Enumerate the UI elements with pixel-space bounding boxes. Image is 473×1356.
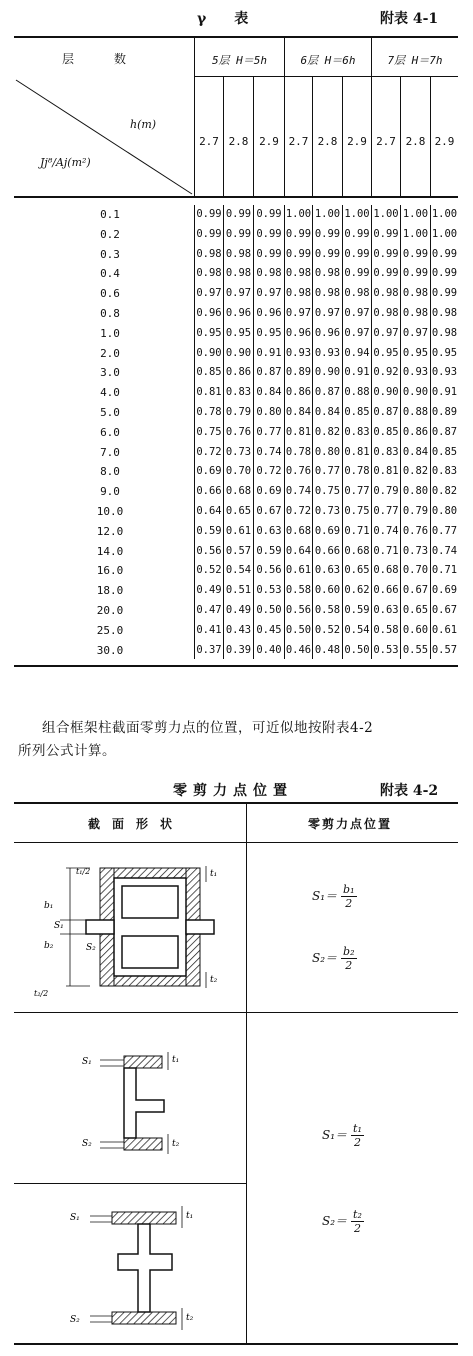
table-cell: 0.96 xyxy=(196,307,222,319)
table-cell: 0.99 xyxy=(196,227,222,240)
table-cell: 0.88 xyxy=(402,406,429,418)
table-cell: 0.50 xyxy=(256,604,282,616)
table-cell: 0.53 xyxy=(373,643,399,656)
h-value-cell: 2.8 xyxy=(228,135,249,148)
table-cell: 0.78 xyxy=(196,406,222,418)
row-key: 0.1 xyxy=(100,208,120,221)
table-cell: 0.99 xyxy=(285,247,312,260)
table2-bottom-rule xyxy=(14,1343,458,1345)
table-cell: 0.96 xyxy=(314,326,341,339)
table-cell: 0.96 xyxy=(285,326,312,339)
table-cell: 0.98 xyxy=(285,287,312,300)
table-cell: 0.64 xyxy=(196,505,222,517)
table-cell: 0.77 xyxy=(431,524,458,537)
row-key: 16.0 xyxy=(96,564,124,578)
h-value-cell: 2.8 xyxy=(405,135,426,148)
table-cell: 0.99 xyxy=(373,267,399,280)
table-cell: 0.55 xyxy=(402,643,429,656)
table-cell: 0.74 xyxy=(373,524,399,537)
table-cell: 0.93 xyxy=(431,366,458,379)
table-cell: 0.85 xyxy=(196,366,222,379)
h-value-cell: 2.9 xyxy=(347,135,367,148)
table-cell: 0.80 xyxy=(402,485,429,498)
table1-bottom-rule xyxy=(14,665,458,667)
table1-top-rule xyxy=(14,36,458,38)
svg-text:S₂: S₂ xyxy=(86,943,96,953)
header-diagonal-line xyxy=(14,78,194,196)
row-key: 0.4 xyxy=(100,267,120,281)
table-cell: 0.75 xyxy=(314,485,341,498)
row-key: 20.0 xyxy=(96,604,124,617)
svg-text:S₁: S₁ xyxy=(70,1213,80,1223)
row-key: 6.0 xyxy=(100,425,120,439)
table-cell: 0.84 xyxy=(256,386,282,399)
table-cell: 0.66 xyxy=(373,584,399,597)
table-cell: 0.95 xyxy=(373,346,399,359)
h-value-cell: 2.9 xyxy=(259,135,279,148)
table-cell: 0.97 xyxy=(196,287,222,300)
svg-text:t₂/2: t₂/2 xyxy=(34,989,49,998)
box-section-sketch xyxy=(30,858,230,1008)
table-cell: 0.98 xyxy=(285,267,312,280)
table-cell: 0.48 xyxy=(314,643,341,656)
table-cell: 0.66 xyxy=(196,485,222,498)
table-cell: 0.76 xyxy=(225,425,252,438)
table-cell: 0.80 xyxy=(431,505,458,517)
table-cell: 0.87 xyxy=(373,406,399,418)
table-cell: 0.61 xyxy=(431,623,458,636)
table-cell: 0.98 xyxy=(196,267,222,280)
table-cell: 0.87 xyxy=(256,366,282,379)
table-cell: 0.88 xyxy=(344,386,370,399)
table-cell: 0.99 xyxy=(402,267,429,280)
table-cell: 0.83 xyxy=(373,445,399,458)
table-cell: 1.00 xyxy=(285,208,312,220)
table-cell: 0.86 xyxy=(225,366,252,379)
table-cell: 0.56 xyxy=(256,564,282,577)
table-cell: 0.59 xyxy=(196,524,222,537)
table-cell: 0.97 xyxy=(344,326,370,339)
row-key: 2.0 xyxy=(100,346,120,360)
table-cell: 0.82 xyxy=(402,465,429,478)
table-cell: 0.69 xyxy=(431,584,458,597)
table-cell: 0.62 xyxy=(344,584,370,597)
formula-s2-b2: S₂＝ $\frac{\text{b₂}}{2}$ xyxy=(312,945,355,972)
table-cell: 0.75 xyxy=(344,505,370,517)
table-cell: 0.98 xyxy=(402,287,429,300)
table-cell: 0.98 xyxy=(344,287,370,300)
table-cell: 0.63 xyxy=(256,524,282,537)
h-value-cell: 2.7 xyxy=(288,135,309,148)
svg-text:t₁/2: t₁/2 xyxy=(76,867,91,876)
table-cell: 0.90 xyxy=(225,346,252,359)
table-cell: 0.60 xyxy=(402,623,429,636)
table-cell: 0.95 xyxy=(196,326,222,339)
table-cell: 0.95 xyxy=(402,346,429,359)
table-cell: 0.58 xyxy=(314,604,341,616)
row-key: 4.0 xyxy=(100,386,120,400)
table2-subrow-rule xyxy=(14,1183,246,1184)
table-cell: 1.00 xyxy=(402,227,429,240)
h-value-cell: 2.8 xyxy=(317,135,338,148)
table-cell: 0.98 xyxy=(314,287,341,300)
table-cell: 0.70 xyxy=(225,465,252,478)
table-cell: 0.67 xyxy=(256,505,282,517)
table-cell: 0.69 xyxy=(196,465,222,478)
table-cell: 0.74 xyxy=(256,445,282,458)
svg-text:S₂: S₂ xyxy=(82,1139,92,1149)
table-cell: 0.78 xyxy=(344,465,370,478)
table-cell: 0.43 xyxy=(225,623,252,636)
table-cell: 0.98 xyxy=(373,287,399,300)
table-cell: 1.00 xyxy=(431,227,458,240)
table-cell: 0.56 xyxy=(196,544,222,557)
table-cell: 0.97 xyxy=(225,287,252,300)
table-cell: 0.84 xyxy=(402,445,429,458)
table-cell: 0.76 xyxy=(285,465,312,478)
table1-header-divider xyxy=(194,76,458,77)
table-cell: 0.75 xyxy=(196,425,222,438)
table-cell: 0.91 xyxy=(256,346,282,359)
table-cell: 0.96 xyxy=(256,307,282,319)
row-key: 1.0 xyxy=(100,326,120,340)
table-cell: 0.45 xyxy=(256,623,282,636)
table-cell: 0.95 xyxy=(431,346,458,359)
table-cell: 0.68 xyxy=(344,544,370,557)
table-cell: 0.87 xyxy=(314,386,341,399)
table-cell: 0.59 xyxy=(344,604,370,616)
table-cell: 1.00 xyxy=(431,208,458,220)
table-cell: 0.85 xyxy=(431,445,458,458)
table-cell: 0.99 xyxy=(256,227,282,240)
table-cell: 0.63 xyxy=(373,604,399,616)
table-cell: 0.99 xyxy=(344,227,370,240)
table-cell: 0.86 xyxy=(402,425,429,438)
table-cell: 0.63 xyxy=(314,564,341,577)
table-cell: 0.64 xyxy=(285,544,312,557)
table-cell: 0.99 xyxy=(373,247,399,260)
svg-text:t₁: t₁ xyxy=(210,869,218,879)
group-header-6: 6层 H＝6h xyxy=(300,54,356,67)
table-cell: 0.82 xyxy=(314,425,341,438)
table-cell: 0.98 xyxy=(225,267,252,280)
table-cell: 0.57 xyxy=(431,643,458,656)
table-cell: 0.93 xyxy=(314,346,341,359)
table-cell: 0.86 xyxy=(285,386,312,399)
h-m-label: h(m) xyxy=(130,118,157,131)
row-key: 18.0 xyxy=(96,584,124,598)
svg-text:S₁: S₁ xyxy=(82,1057,92,1067)
table-cell: 0.90 xyxy=(314,366,341,379)
row-key: 7.0 xyxy=(100,445,120,459)
table-cell: 0.99 xyxy=(431,267,458,280)
table-cell: 0.90 xyxy=(196,346,222,359)
table-cell: 0.98 xyxy=(256,267,282,280)
table-cell: 1.00 xyxy=(373,208,399,220)
table2-row-rule xyxy=(14,1012,458,1013)
table-cell: 0.39 xyxy=(225,643,252,656)
table-cell: 0.97 xyxy=(256,287,282,300)
table-cell: 0.82 xyxy=(431,485,458,498)
table-cell: 0.79 xyxy=(373,485,399,498)
table-cell: 0.90 xyxy=(402,386,429,399)
table-cell: 0.99 xyxy=(344,267,370,280)
table-cell: 0.54 xyxy=(344,623,370,636)
table-cell: 0.98 xyxy=(373,307,399,319)
table2-ref: 附表 4-2 xyxy=(380,783,439,799)
svg-text:S₁: S₁ xyxy=(54,921,64,931)
svg-text:b₂: b₂ xyxy=(44,941,54,951)
table-cell: 0.65 xyxy=(402,604,429,616)
table-cell: 0.84 xyxy=(285,406,312,418)
table-cell: 0.40 xyxy=(256,643,282,656)
table-cell: 0.74 xyxy=(285,485,312,498)
table-cell: 0.60 xyxy=(314,584,341,597)
table-cell: 0.99 xyxy=(314,247,341,260)
table-cell: 0.79 xyxy=(402,505,429,517)
table-cell: 0.37 xyxy=(196,643,222,656)
table-cell: 0.53 xyxy=(256,584,282,597)
formula-s2-t2: S₂＝ $\frac{\text{t₂}}{2}$ xyxy=(322,1208,362,1235)
table-cell: 0.79 xyxy=(225,406,252,418)
row-key: 0.8 xyxy=(100,307,120,320)
table-cell: 0.98 xyxy=(431,326,458,339)
table-cell: 0.58 xyxy=(373,623,399,636)
table1-title: γ 表 xyxy=(197,11,249,27)
table-cell: 0.97 xyxy=(285,307,312,319)
table-cell: 0.61 xyxy=(285,564,312,577)
table-cell: 0.77 xyxy=(344,485,370,498)
table-cell: 0.61 xyxy=(225,524,252,537)
svg-text:b₁: b₁ xyxy=(44,901,54,911)
paragraph-line-2: 所列公式计算。 xyxy=(18,743,116,759)
table-cell: 1.00 xyxy=(314,208,341,220)
table-cell: 0.65 xyxy=(225,505,252,517)
table-cell: 0.71 xyxy=(431,564,458,577)
table-cell: 0.76 xyxy=(402,524,429,537)
table-cell: 0.77 xyxy=(314,465,341,478)
table-cell: 0.67 xyxy=(431,604,458,616)
table-cell: 0.99 xyxy=(256,208,282,220)
table-cell: 0.49 xyxy=(196,584,222,597)
table-cell: 0.83 xyxy=(344,425,370,438)
table-cell: 0.80 xyxy=(314,445,341,458)
table-cell: 0.50 xyxy=(285,623,312,636)
table-cell: 0.98 xyxy=(314,267,341,280)
table-cell: 0.68 xyxy=(225,485,252,498)
table-cell: 0.80 xyxy=(256,406,282,418)
row-key: 30.0 xyxy=(96,643,124,657)
h-value-cell: 2.7 xyxy=(199,135,219,148)
table-cell: 1.00 xyxy=(344,208,370,220)
table-cell: 0.81 xyxy=(196,386,222,399)
table-cell: 0.77 xyxy=(256,425,282,438)
table-cell: 0.99 xyxy=(225,208,252,220)
table-cell: 0.83 xyxy=(225,386,252,399)
table-cell: 0.89 xyxy=(431,406,458,418)
table-cell: 0.99 xyxy=(344,247,370,260)
row-key: 8.0 xyxy=(100,465,120,479)
group-header-7: 7层 H＝7h xyxy=(387,54,443,67)
table-cell: 0.94 xyxy=(344,346,370,359)
table-cell: 0.51 xyxy=(225,584,252,597)
table-cell: 0.73 xyxy=(402,544,429,557)
i-section-sketch xyxy=(60,1192,210,1340)
svg-text:t₁: t₁ xyxy=(172,1055,180,1065)
paragraph-line-1: 组合框架柱截面零剪力点的位置，可近似地按附表4-2 xyxy=(42,720,374,736)
table-cell: 0.83 xyxy=(431,465,458,478)
table-cell: 0.93 xyxy=(285,346,312,359)
table-cell: 0.91 xyxy=(431,386,458,399)
table-cell: 0.92 xyxy=(373,366,399,379)
table-cell: 0.93 xyxy=(402,366,429,379)
table-cell: 0.54 xyxy=(225,564,252,577)
table1-header-bottom-rule xyxy=(14,196,458,198)
table-cell: 0.85 xyxy=(373,425,399,438)
h-value-cell: 2.7 xyxy=(376,135,396,148)
group-header-5: 5层 H＝5h xyxy=(211,54,268,67)
table-cell: 0.99 xyxy=(225,227,252,240)
table-cell: 0.84 xyxy=(314,406,341,418)
table-cell: 0.71 xyxy=(373,544,399,557)
table-cell: 0.72 xyxy=(285,505,312,517)
table-cell: 0.72 xyxy=(196,445,222,458)
row-key: 0.3 xyxy=(100,247,120,261)
table1-ref: 附表 4-1 xyxy=(380,11,439,27)
table-cell: 0.67 xyxy=(402,584,429,597)
table-cell: 0.99 xyxy=(431,247,458,260)
position-column-header: 零剪力点位置 xyxy=(308,817,393,831)
table-cell: 0.41 xyxy=(196,623,222,636)
table2-header-rule xyxy=(14,842,458,843)
table-cell: 0.97 xyxy=(314,307,341,319)
table-cell: 0.73 xyxy=(314,505,341,517)
table-cell: 0.81 xyxy=(285,425,312,438)
table-cell: 0.70 xyxy=(402,564,429,577)
table-cell: 0.56 xyxy=(285,604,312,616)
table-cell: 0.95 xyxy=(225,326,252,339)
table-cell: 0.69 xyxy=(256,485,282,498)
table-cell: 0.59 xyxy=(256,544,282,557)
svg-text:t₁: t₁ xyxy=(186,1211,194,1221)
table-cell: 0.99 xyxy=(256,247,282,260)
ratio-label: Jj⁸/Aj(m²) xyxy=(40,156,91,169)
row-key: 14.0 xyxy=(96,544,124,558)
table-cell: 0.97 xyxy=(402,326,429,339)
table-cell: 0.99 xyxy=(402,247,429,260)
svg-text:t₂: t₂ xyxy=(172,1139,180,1149)
table-cell: 0.77 xyxy=(373,505,399,517)
table-cell: 0.81 xyxy=(344,445,370,458)
svg-text:S₂: S₂ xyxy=(70,1315,80,1325)
formula-s1-b1: S₁＝ $\frac{\text{b₁}}{2}$ xyxy=(312,883,355,910)
table-cell: 0.52 xyxy=(196,564,222,577)
table-cell: 0.98 xyxy=(225,247,252,260)
table2-column-divider xyxy=(246,803,247,1344)
table2-top-rule xyxy=(14,802,458,804)
formula-s1-t1: S₁＝ $\frac{\text{t₁}}{2}$ xyxy=(322,1122,362,1149)
h-value-cell: 2.9 xyxy=(434,135,455,148)
table-cell: 0.99 xyxy=(373,227,399,240)
table-cell: 0.81 xyxy=(373,465,399,478)
table-cell: 0.50 xyxy=(344,643,370,656)
row-key: 3.0 xyxy=(100,366,120,380)
table-cell: 0.98 xyxy=(431,307,458,319)
table-cell: 0.96 xyxy=(225,307,252,319)
table-cell: 0.99 xyxy=(196,208,222,220)
table-cell: 0.47 xyxy=(196,604,222,616)
table2-title: 零剪力点位置 xyxy=(173,783,293,799)
row-key: 0.2 xyxy=(100,227,120,241)
table-cell: 0.98 xyxy=(196,247,222,260)
table-cell: 0.98 xyxy=(402,307,429,319)
row-key: 0.6 xyxy=(100,287,120,301)
table-cell: 0.52 xyxy=(314,623,341,636)
table-cell: 0.90 xyxy=(373,386,399,399)
table-cell: 0.99 xyxy=(285,227,312,240)
table-cell: 0.72 xyxy=(256,465,282,478)
svg-text:t₂: t₂ xyxy=(210,975,218,985)
table-cell: 0.74 xyxy=(431,544,458,557)
layer-count-header: 层 数 xyxy=(62,52,128,66)
table-cell: 0.58 xyxy=(285,584,312,597)
table-cell: 0.57 xyxy=(225,544,252,557)
row-key: 5.0 xyxy=(100,406,120,419)
table-cell: 0.68 xyxy=(373,564,399,577)
table-cell: 0.95 xyxy=(256,326,282,339)
table-cell: 0.69 xyxy=(314,524,341,537)
table-cell: 0.97 xyxy=(373,326,399,339)
table-cell: 0.97 xyxy=(344,307,370,319)
table-cell: 0.65 xyxy=(344,564,370,577)
table-cell: 0.85 xyxy=(344,406,370,418)
shape-column-header: 截 面 形 状 xyxy=(88,817,173,831)
table-cell: 0.73 xyxy=(225,445,252,458)
table-cell: 0.89 xyxy=(285,366,312,379)
channel-section-sketch xyxy=(60,1030,200,1170)
table-cell: 0.99 xyxy=(314,227,341,240)
table-cell: 0.99 xyxy=(431,287,458,300)
row-key: 10.0 xyxy=(96,505,124,518)
row-key: 9.0 xyxy=(100,485,120,499)
table-cell: 0.71 xyxy=(344,524,370,537)
table-cell: 0.46 xyxy=(285,643,312,656)
table-cell: 0.66 xyxy=(314,544,341,557)
table-cell: 1.00 xyxy=(402,208,429,220)
row-key: 12.0 xyxy=(96,524,124,538)
table-cell: 0.49 xyxy=(225,604,252,616)
table-cell: 0.68 xyxy=(285,524,312,537)
table-cell: 0.91 xyxy=(344,366,370,379)
row-key: 25.0 xyxy=(96,623,124,637)
table-cell: 0.87 xyxy=(431,425,458,438)
table-cell: 0.78 xyxy=(285,445,312,458)
svg-text:t₂: t₂ xyxy=(186,1313,194,1323)
